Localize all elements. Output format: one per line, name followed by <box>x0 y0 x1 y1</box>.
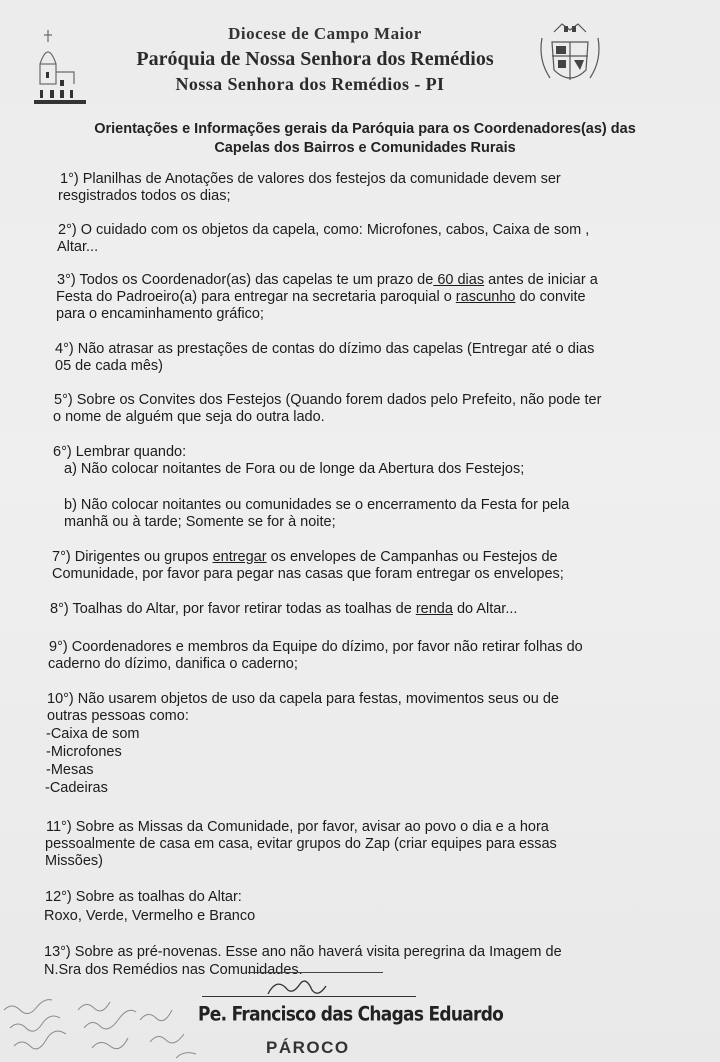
item-5-line-2: o nome de alguém que seja do outra lado. <box>53 409 325 425</box>
item-8-underlined: renda <box>415 601 453 617</box>
item-10-line-1: 10°) Não usarem objetos de uso da capela para festas, movimentos seus ou de <box>47 691 559 707</box>
item-3-line-2 <box>56 289 586 307</box>
diocese-name: Diocese de Campo Maior <box>228 24 422 43</box>
item-10-list-3: -Mesas <box>46 762 94 778</box>
item-7-text-a: 7°) Dirigentes ou grupos <box>52 549 213 565</box>
item-3-line-3: para o encaminhamento gráfico; <box>56 306 264 322</box>
parish-name: Paróquia de Nossa Senhora dos Remédios <box>136 48 494 70</box>
item-11-line-1: 11°) Sobre as Missas da Comunidade, por favor, avisar ao povo o dia e a hora <box>46 819 549 835</box>
item-8-text-b: do Altar... <box>452 601 518 617</box>
item-4-line-1: 4°) Não atrasar as prestações de contas do dízimo das capelas (Entregar até o dias <box>55 341 595 357</box>
item-10-line-2: outras pessoas como: <box>47 708 189 724</box>
item-1-line-2: resgistrados todos os dias; <box>58 188 231 204</box>
item-1-line-1: 1°) Planilhas de Anotações de valores dos festejos da comunidade devem ser <box>60 171 561 187</box>
item-2-line-1: 2°) O cuidado com os objetos da capela, como: Microfones, cabos, Caixa de som , <box>58 222 590 238</box>
item-12-line-2: Roxo, Verde, Vermelho e Branco <box>44 908 256 924</box>
item-3-text-d: do convite <box>515 289 586 305</box>
item-11-line-3: Missões) <box>45 853 104 869</box>
item-3-text-a: 3°) Todos os Coordenador(as) das capelas te um prazo de <box>57 272 434 288</box>
item-13-line-1: 13°) Sobre as pré-novenas. Esse ano não haverá visita peregrina da Imagem de <box>44 944 562 960</box>
item-6-sub-b-line-1: b) Não colocar noitantes ou comunidades se o encerramento da Festa for pela <box>64 497 570 513</box>
item-11-line-2: pessoalmente de casa em casa, evitar grupos do Zap (criar equipes para essas <box>45 836 557 852</box>
item-6-line-1: 6°) Lembrar quando: <box>53 444 187 460</box>
item-7-text-b: os envelopes de Campanhas ou Festejos de <box>266 549 558 565</box>
strike-through-mark <box>248 972 383 973</box>
handwritten-notes-icon <box>0 980 205 1062</box>
item-7-line-2: Comunidade, por favor para pegar nas casas que foram entregar os envelopes; <box>52 566 564 582</box>
title-line-2: Capelas dos Bairros e Comunidades Rurais <box>214 140 516 156</box>
item-3-deadline: 60 dias <box>433 272 485 288</box>
item-8-text-a: 8°) Toalhas do Altar, por favor retirar todas as toalhas de <box>50 601 416 617</box>
item-10-list-2: -Microfones <box>46 744 122 760</box>
item-10-list-1: -Caixa de som <box>46 726 140 742</box>
signature-line <box>202 996 416 997</box>
item-10-list-4: -Cadeiras <box>45 780 108 796</box>
title-line-1: Orientações e Informações gerais da Paróquia para os Coordenadores(as) das <box>94 121 636 137</box>
item-3-draft: rascunho <box>455 289 516 305</box>
item-4-line-2: 05 de cada mês) <box>55 358 164 374</box>
item-7-underlined: entregar <box>212 549 267 565</box>
item-6-sub-b-line-2: manhã ou à tarde; Somente se for à noite; <box>64 514 336 530</box>
item-9-line-2: caderno do dízimo, danifica o caderno; <box>48 656 298 672</box>
item-3-text-b: antes de iniciar a <box>484 272 598 288</box>
document-title <box>50 120 680 158</box>
parish-location: Nossa Senhora dos Remédios - PI <box>175 74 445 94</box>
item-12-line-1: 12°) Sobre as toalhas do Altar: <box>45 889 242 905</box>
signatory-name: Pe. Francisco das Chagas Eduardo <box>198 1003 504 1026</box>
item-3-text-c: Festa do Padroeiro(a) para entregar na secretaria paroquial o <box>56 289 456 305</box>
item-5-line-1: 5°) Sobre os Convites dos Festejos (Quando forem dados pelo Prefeito, não pode ter <box>54 392 602 408</box>
item-6-sub-a: a) Não colocar noitantes de Fora ou de longe da Abertura dos Festejos; <box>64 461 525 477</box>
item-7-line-1 <box>52 549 558 567</box>
item-8-line-1 <box>50 601 517 619</box>
item-13-line-2: N.Sra dos Remédios nas Comunidades. <box>44 962 303 978</box>
item-9-line-1: 9°) Coordenadores e membros da Equipe do dízimo, por favor não retirar folhas do <box>49 639 583 655</box>
item-3-line-1 <box>57 272 598 290</box>
item-2-line-2: Altar... <box>57 239 99 255</box>
signatory-role: PÁROCO <box>266 1038 350 1057</box>
